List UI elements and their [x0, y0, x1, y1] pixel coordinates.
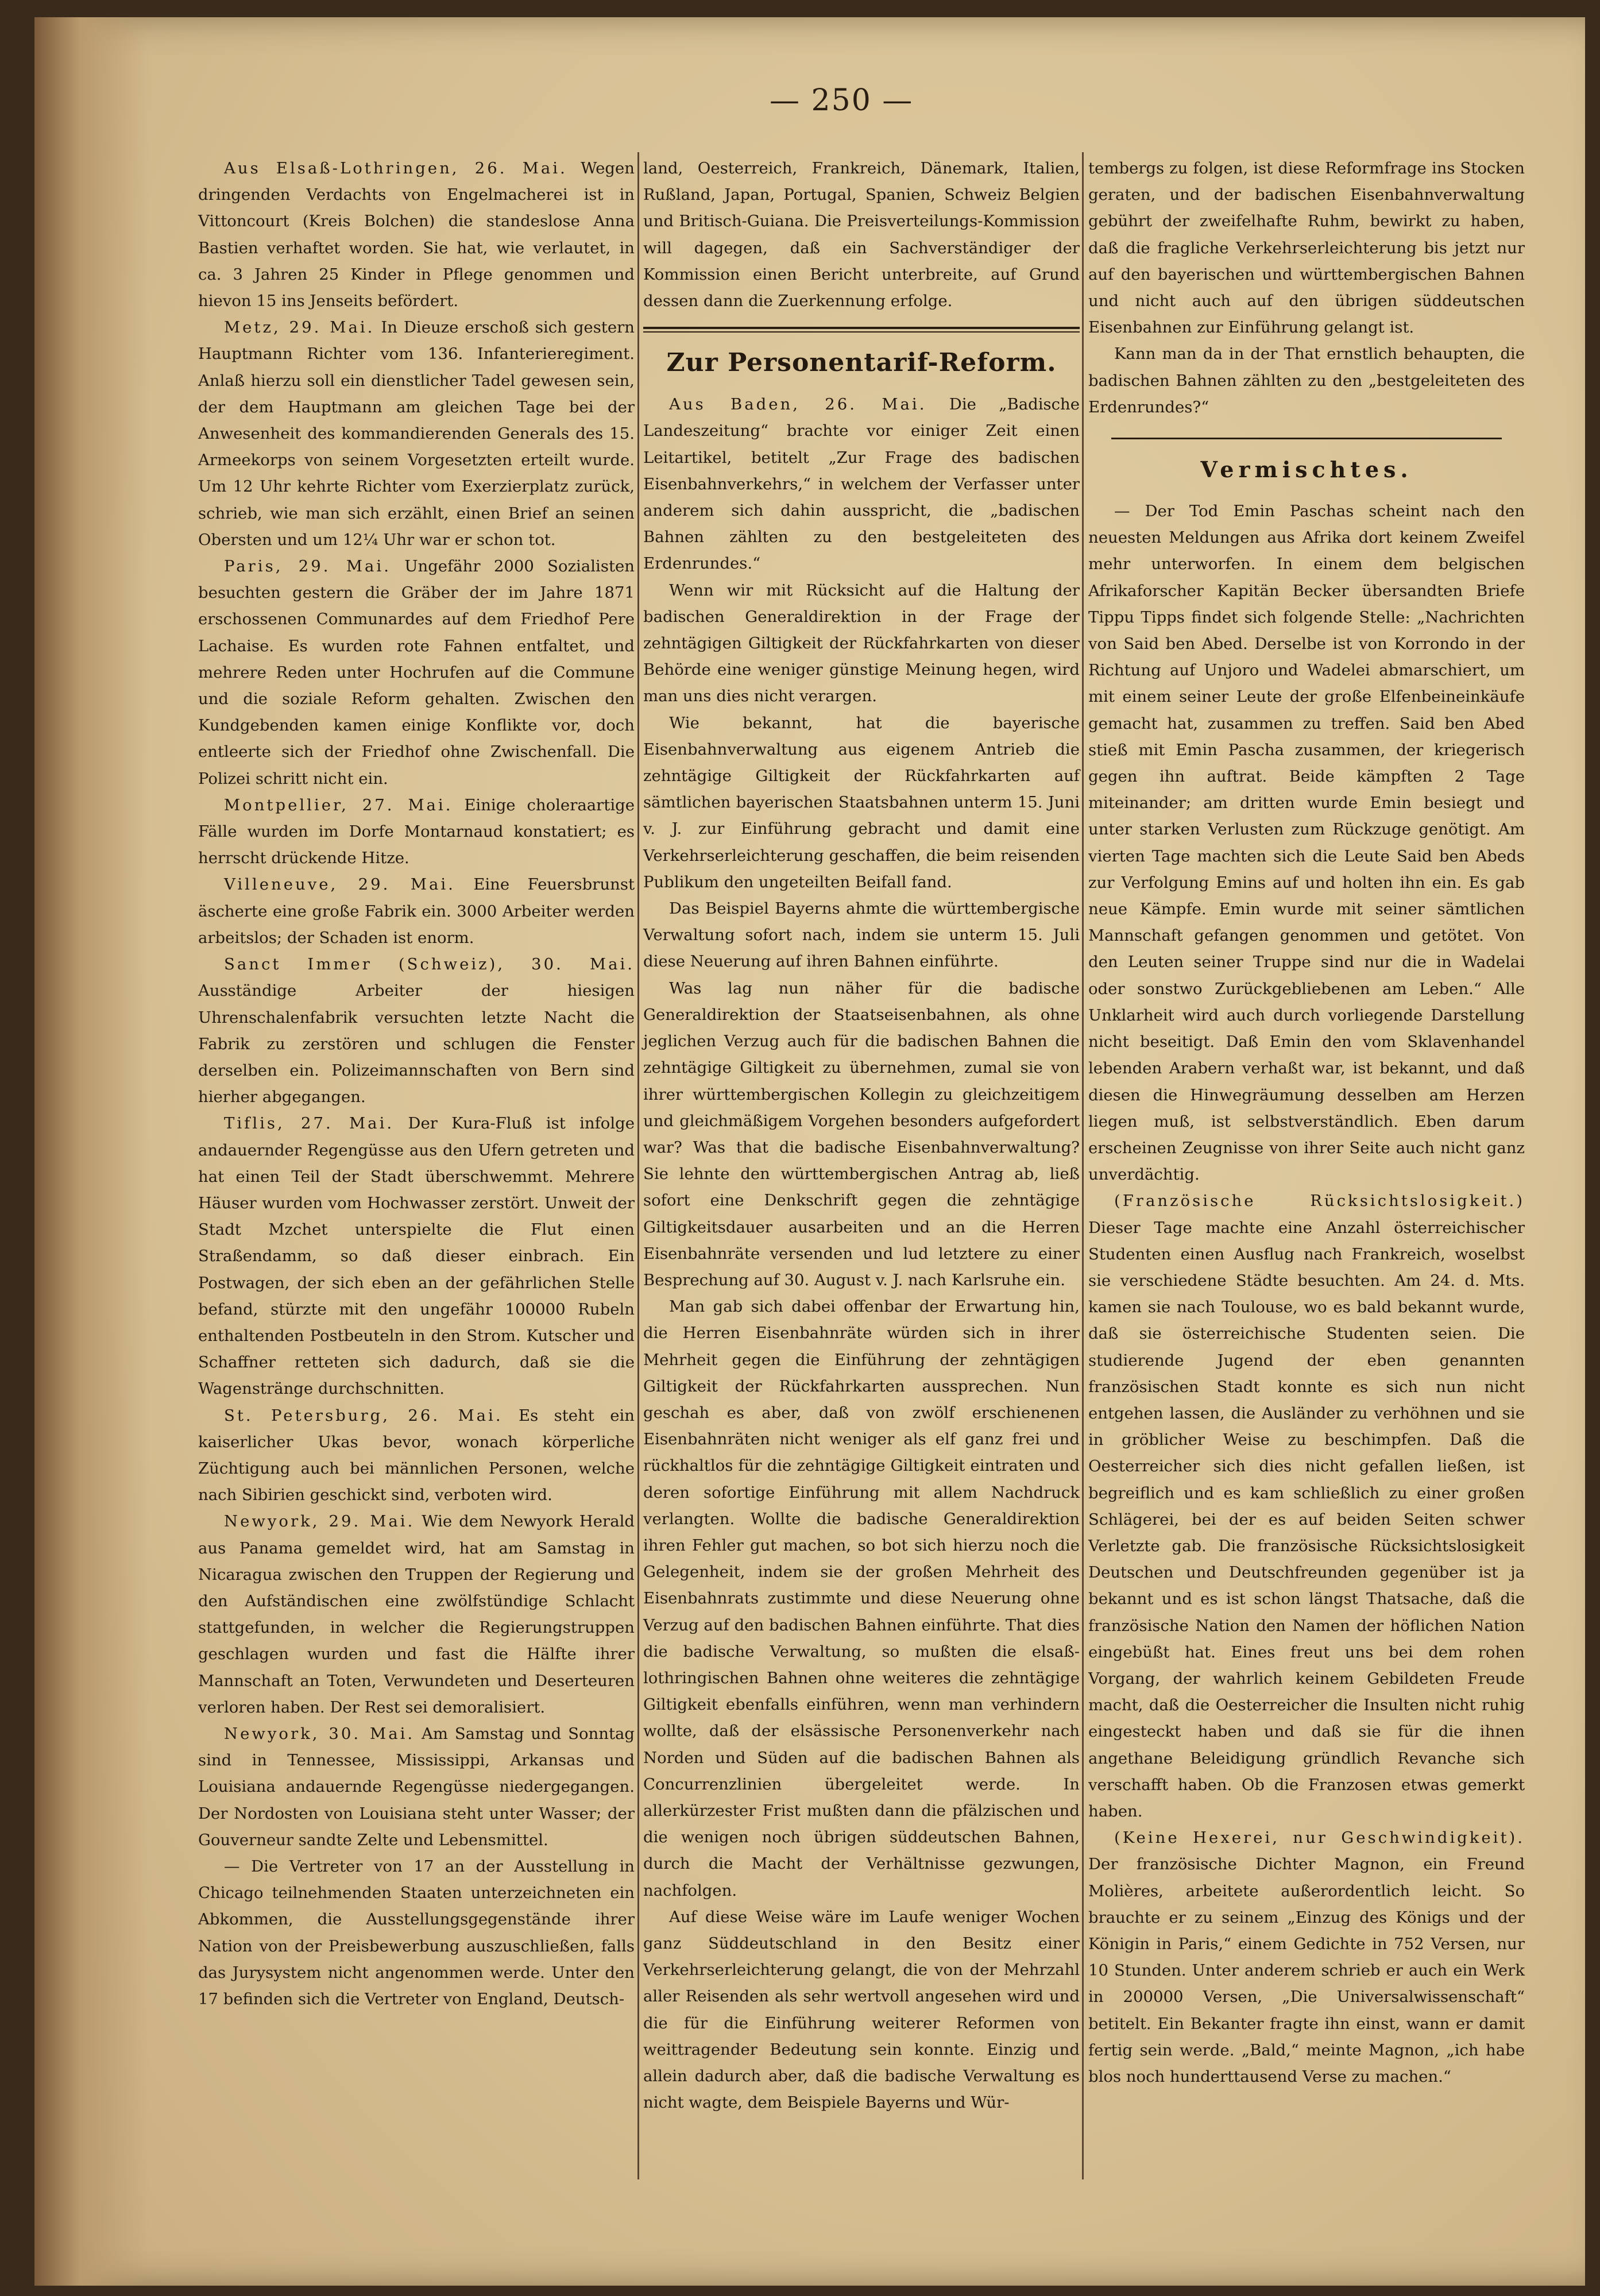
- article-paragraph: [198, 1721, 635, 1853]
- article-paragraph: — Der Tod Emin Paschas scheint nach den neuesten Meldungen aus Afrika dort keinem Zweifel mehr unterworfen. In einem dem belgischen Afrikaforscher Kapitän Becker übersandten Briefe Tippu Tipps findet sich folgende Stelle: „Nachrichten von Said ben Abed. Derselbe ist von Korrondo in der Richtung auf Unjoro und Wadelei abmarschiert, um mit einem seiner Leute der große Elfenbeineinkäufe gemacht hat, zusammen zu treffen. Said ben Abed stieß mit Emin Pascha zusammen, der kriegerisch gegen ihn auftrat. Beide kämpften 2 Tage miteinander; am dritten wurde Emin besiegt und unter starken Verlusten zum Rückzuge genötigt. Am vierten Tage machten sich die Leute Said ben Abeds zur Verfolgung Emins auf und holten ihn ein. Es gab neue Kämpfe. Emin wurde mit seiner sämtlichen Mannschaft gefangen genommen und getötet. Von den Leuten seiner Truppe sind nur die in Wadelai oder sonstwo Zurückgebliebenen am Leben.“ Alle Unklarheit wird auch durch vorliegende Darstellung nicht beseitigt. Daß Emin den vom Sklavenhandel lebenden Arabern verhaßt war, ist bekannt, und daß diesen die Hinwegräumung desselben am Herzen liegen muß, ist selbstverständlich. Eben darum erscheinen Zeugnisse von ihrer Seite auch nicht ganz unverdächtig.: [1088, 502, 1525, 1184]
- dateline: Paris, 29. Mai.: [224, 557, 391, 576]
- article-paragraph: Das Beispiel Bayerns ahmte die württembergische Verwaltung sofort nach, indem sie unterm 15. Juli diese Neuerung auf ihren Bahnen einführte.: [643, 899, 1080, 971]
- section-heading-personentarif: Zur Personentarif-Reform.: [666, 348, 1057, 378]
- article-paragraph: [198, 1110, 635, 1402]
- article-text: Dieser Tage machte eine Anzahl österreichischer Studenten einen Ausflug nach Frankreich, woselbst sie verschiedene Städte besuchten. Am 24. d. Mts. kamen sie nach Toulouse, wo es bald bekannt wurde, daß sie österreichische Studenten seien. Die studierende Jugend der eben genannten französischen Stadt konnte es sich nun nicht entgehen lassen, die Ausländer zu verhöhnen und sie in gröblicher Weise zu beschimpfen. Daß die Oesterreicher sich dies nicht gefallen ließen, ist begreiflich und es kam schließlich zu einer großen Schlägerei, bei der es auf beiden Seiten schwer Verletzte gab. Die französische Rücksichtslosigkeit Deutschen und Deutschfreunden gegenüber ist ja bekannt und es ist schon längst Thatsache, daß die französische Nation den Namen der höflichen Nation eingebüßt hat. Eines freut uns bei dem rohen Vorgang, der wahrlich keinem Gebildeten Freude macht, daß die Oesterreicher die Insulten nicht ruhig eingesteckt haben und daß sie für die ihnen angethane Beleidigung gründlich Revanche sich verschafft haben. Ob die Franzosen etwas gemerkt haben.: [1088, 1218, 1525, 1820]
- section-divider: [643, 327, 1080, 333]
- article-paragraph: [198, 871, 635, 951]
- section-heading-vermischtes: Vermischtes.: [1200, 457, 1413, 483]
- article-continuation: tembergs zu folgen, ist diese Reformfrage ins Stocken geraten, und der badischen Eisenbahnverwaltung gebührt der zweifelhafte Ruhm, bewirkt zu haben, daß die fragliche Verkehrserleichterung bis jetzt nur auf den bayerischen und württembergischen Bahnen und nicht auch auf den übrigen süddeutschen Eisenbahnen zur Einführung gelangt ist.: [1088, 159, 1525, 337]
- column-2: [643, 155, 1080, 2116]
- column-rule-left: [637, 152, 639, 2179]
- dateline: Metz, 29. Mai.: [224, 318, 375, 337]
- article-text: Es steht ein kaiserlicher Ukas bevor, wonach körperliche Züchtigung auch bei männlichen Personen, welche nach Sibirien geschickt sind, verboten wird.: [198, 1406, 635, 1505]
- article-text: Eine Feuersbrunst äscherte eine große Fabrik ein. 3000 Arbeiter werden arbeitslos; der Schaden ist enorm.: [198, 875, 635, 947]
- article-paragraph: [1088, 1825, 1525, 2090]
- page-gutter-shadow: [34, 17, 149, 2286]
- article-paragraph: [198, 792, 635, 872]
- article-text: Die „Badische Landeszeitung“ brachte vor einiger Zeit einen Leitartikel, betitelt „Zur Frage des badischen Eisenbahnverkehrs,“ in welchem der Verfasser unter anderem sich dahin ausspricht, die „badischen Bahnen zählten zu den bestgeleiteten des Erdenrundes.“: [643, 395, 1080, 573]
- dateline: Aus Elsaß-Lothringen, 26. Mai.: [224, 159, 567, 177]
- article-paragraph: Wie bekannt, hat die bayerische Eisenbahnverwaltung aus eigenem Antrieb die zehntägige Giltigkeit der Rückfahrkarten auf sämtlichen bayerischen Staatsbahnen unterm 15. Juni v. J. zur Einführung gebracht und damit eine Verkehrserleichterung geschaffen, die beim reisenden Publikum den ungeteilten Beifall fand.: [643, 713, 1080, 891]
- article-text: Ungefähr 2000 Sozialisten besuchten gestern die Gräber der im Jahre 1871 erschossenen Communardes auf dem Friedhof Pere Lachaise. Es wurden rote Fahnen entfaltet, und mehrere Reden unter Hochrufen auf die Commune und die soziale Reform gehalten. Zwischen den Kundgebenden kamen einige Konflikte vor, doch entleerte sich der Friedhof ohne Zwischenfall. Die Polizei schritt nicht ein.: [198, 557, 635, 788]
- article-paragraph: Was lag nun näher für die badische Generaldirektion der Staatseisenbahnen, als ohne jeglichen Verzug auch für die badischen Bahnen die zehntägige Giltigkeit zu übernehmen, zumal sie von ihrer württembergischen Kollegin zu gleichzeitigem und gleichmäßigem Vorgehen besonders aufgefordert war? Was that die badische Eisenbahnverwaltung? Sie lehnte den württembergischen Antrag ab, ließ sofort eine Denkschrift gegen die zehntägige Giltigkeitsdauer ausarbeiten und an die Herren Eisenbahnräte versenden und lud letztere zu einer Besprechung auf 30. August v. J. nach Karlsruhe ein.: [643, 979, 1080, 1289]
- article-paragraph: Kann man da in der That ernstlich behaupten, die badischen Bahnen zählten zu den „bestgeleiteten des Erdenrundes?“: [1088, 345, 1525, 416]
- article-continuation: land, Oesterreich, Frankreich, Dänemark, Italien, Rußland, Japan, Portugal, Spanien, Schweiz Belgien und Britisch-Guiana. Die Preisverteilungs-Kommission will dagegen, daß ein Sachverständiger der Kommission einen Bericht unterbreite, auf Grund dessen dann die Zuerkennung erfolge.: [643, 159, 1080, 311]
- article-text: Einige choleraartige Fälle wurden im Dorfe Montarnaud konstatiert; es herrscht drückende Hitze.: [198, 795, 635, 868]
- article-title: (Französische Rücksichtslosigkeit.): [1114, 1192, 1525, 1211]
- article-text: Wegen dringenden Verdachts von Engelmacherei ist in Vittoncourt (Kreis Bolchen) die standeslose Anna Bastien verhaftet worden. Sie hat, wie verlautet, in ca. 3 Jahren 25 Kinder in Pflege genommen und hievon 15 ins Jenseits befördert.: [198, 159, 635, 311]
- article-text: — Die Vertreter von 17 an der Ausstellung in Chicago teilnehmenden Staaten unterzeichneten ein Abkommen, die Ausstellungsgegenstände ihrer Nation von der Preisbewerbung auszuschließen, falls das Jurysystem nicht angenommen werde. Unter den 17 befinden sich die Vertreter von England, Deutsch-: [198, 1857, 635, 2009]
- article-paragraph: Auf diese Weise wäre im Laufe weniger Wochen ganz Süddeutschland in den Besitz einer Verkehrserleichterung gelangt, die von der Mehrzahl aller Reisenden als sehr wertvoll angesehen wird und die für die Einführung weiterer Reformen von weittragender Bedeutung sein konnte. Einzig und allein dadurch aber, daß die badische Verwaltung es nicht wagte, dem Beispiele Bayerns und Wür-: [643, 1907, 1080, 2112]
- dateline: Sanct Immer (Schweiz), 30. Mai.: [224, 955, 635, 974]
- dateline: Newyork, 30. Mai.: [224, 1724, 415, 1743]
- dateline: Newyork, 29. Mai.: [224, 1512, 415, 1531]
- article-paragraph: Man gab sich dabei offenbar der Erwartung hin, die Herren Eisenbahnräte würden sich in ihrer Mehrheit gegen die Einführung der zehntägigen Giltigkeit der Rückfahrkarten aussprechen. Nun geschah es aber, daß von zwölf erschienenen Eisenbahnräten nicht weniger als elf ganz frei und rückhaltlos für die zehntägige Giltigkeit eintraten und deren sofortige Einführung mit allem Nachdruck verlangten. Wollte die badische Generaldirektion ihren Fehler gut machen, so bot sich hierzu noch die Gelegenheit, indem sie der großen Mehrheit des Eisenbahnrats zustimmte und diese Neuerung ohne Verzug auf den badischen Bahnen einführte. That dies die badische Verwaltung, so mußten die elsaß-lothringischen Bahnen ohne weiteres die zehntägige Giltigkeit ebenfalls einführen, wenn man verhindern wollte, daß der elsässische Personenverkehr nach Norden und Süden auf die badischen Bahnen als Concurrenzlinien übergeleitet werde. In allerkürzester Frist mußten dann die pfälzischen und die wenigen noch übrigen süddeutschen Bahnen, durch die Macht der Verhältnisse gezwungen, nachfolgen.: [643, 1297, 1080, 1900]
- column-1: [198, 155, 635, 2012]
- dateline: Montpellier, 27. Mai.: [224, 795, 453, 814]
- article-paragraph: [198, 155, 635, 314]
- article-paragraph: [198, 1402, 635, 1509]
- dateline: St. Petersburg, 26. Mai.: [224, 1406, 503, 1425]
- article-text: In Dieuze erschoß sich gestern Hauptmann Richter vom 136. Infanterieregiment. Anlaß hierzu soll ein dienstlicher Tadel gewesen sein, der dem Hauptmann am gleichen Tage bei der Anwesenheit des kommandierenden Generals des 15. Armeekorps von seinem Vorgesetzten erteilt wurde. Um 12 Uhr kehrte Richter vom Exerzierplatz zurück, schrieb, wie man sich erzählt, einen Brief an seinen Obersten und um 12¼ Uhr war er schon tot.: [198, 318, 635, 549]
- article-paragraph: Wenn wir mit Rücksicht auf die Haltung der badischen Generaldirektion in der Frage der zehntägigen Giltigkeit der Rückfahrkarten von dieser Behörde eine weniger günstige Meinung hegen, wird man uns dies nicht verargen.: [643, 581, 1080, 706]
- dateline: Aus Baden, 26. Mai.: [669, 395, 927, 414]
- column-3: [1088, 155, 1525, 2090]
- article-text: Wie dem Newyork Herald aus Panama gemeldet wird, hat am Samstag in Nicaragua zwischen den Truppen der Regierung und den Aufständischen eine zwölfstündige Schlacht stattgefunden, in welcher die Regierungstruppen geschlagen wurden und fast die Hälfte ihrer Mannschaft an Toten, Verwundeten und Deserteuren verloren haben. Der Rest sei demoralisiert.: [198, 1512, 635, 1717]
- article-text: Ausständige Arbeiter der hiesigen Uhrenschalenfabrik versuchten letzte Nacht die Fabrik zu zerstören und schlugen die Fenster derselben ein. Polizeimannschaften von Bern sind hierher abgegangen.: [198, 981, 635, 1107]
- dateline: Tiflis, 27. Mai.: [224, 1114, 395, 1133]
- section-divider: [1111, 438, 1502, 439]
- article-paragraph: [1088, 1188, 1525, 1825]
- article-paragraph: [198, 951, 635, 1110]
- article-paragraph: [198, 1508, 635, 1721]
- article-paragraph: [643, 391, 1080, 577]
- article-text: Der französische Dichter Magnon, ein Freund Molières, arbeitete außerordentlich leicht. So brauchte er zu seinem „Einzug des Königs und der Königin in Paris,“ einem Gedichte in 752 Versen, nur 10 Stunden. Unter anderem schrieb er auch ein Werk in 200000 Versen, „Die Universalwissenschaft“ betitelt. Ein Bekanter fragte ihn einst, wann er damit fertig sein werde. „Bald,“ meinte Magnon, „ich habe blos noch hunderttausend Verse zu machen.“: [1088, 1855, 1525, 2086]
- article-paragraph: [198, 314, 635, 553]
- dateline: Villeneuve, 29. Mai.: [224, 875, 455, 894]
- article-title: (Keine Hexerei, nur Geschwindigkeit).: [1114, 1829, 1525, 1847]
- newspaper-page: [34, 17, 1585, 2286]
- article-paragraph: [198, 553, 635, 792]
- page-number: — 250 —: [770, 83, 914, 118]
- article-text: Am Samstag und Sonntag sind in Tennessee, Mississippi, Arkansas und Louisiana andauernde Regengüsse niedergegangen. Der Nordosten von Louisiana steht unter Wasser; der Gouverneur sandte Zelte und Lebensmittel.: [198, 1724, 635, 1849]
- column-rule-right: [1082, 152, 1084, 2179]
- article-paragraph: [198, 1853, 635, 2012]
- article-text: Der Kura-Fluß ist infolge andauernder Regengüsse aus den Ufern getreten und hat einen Teil der Stadt überschwemmt. Mehrere Häuser wurden vom Hochwasser zerstört. Unweit der Stadt Mzchet unterspielte die Flut einen Straßendamm, so daß dieser einbrach. Ein Postwagen, der sich eben an der gefährlichen Stelle befand, stürzte mit den ungefähr 100000 Rubeln enthaltenden Postbeuteln in den Strom. Kutscher und Schaffner retteten sich dadurch, daß sie die Wagenstränge durchschnitten.: [198, 1114, 635, 1398]
